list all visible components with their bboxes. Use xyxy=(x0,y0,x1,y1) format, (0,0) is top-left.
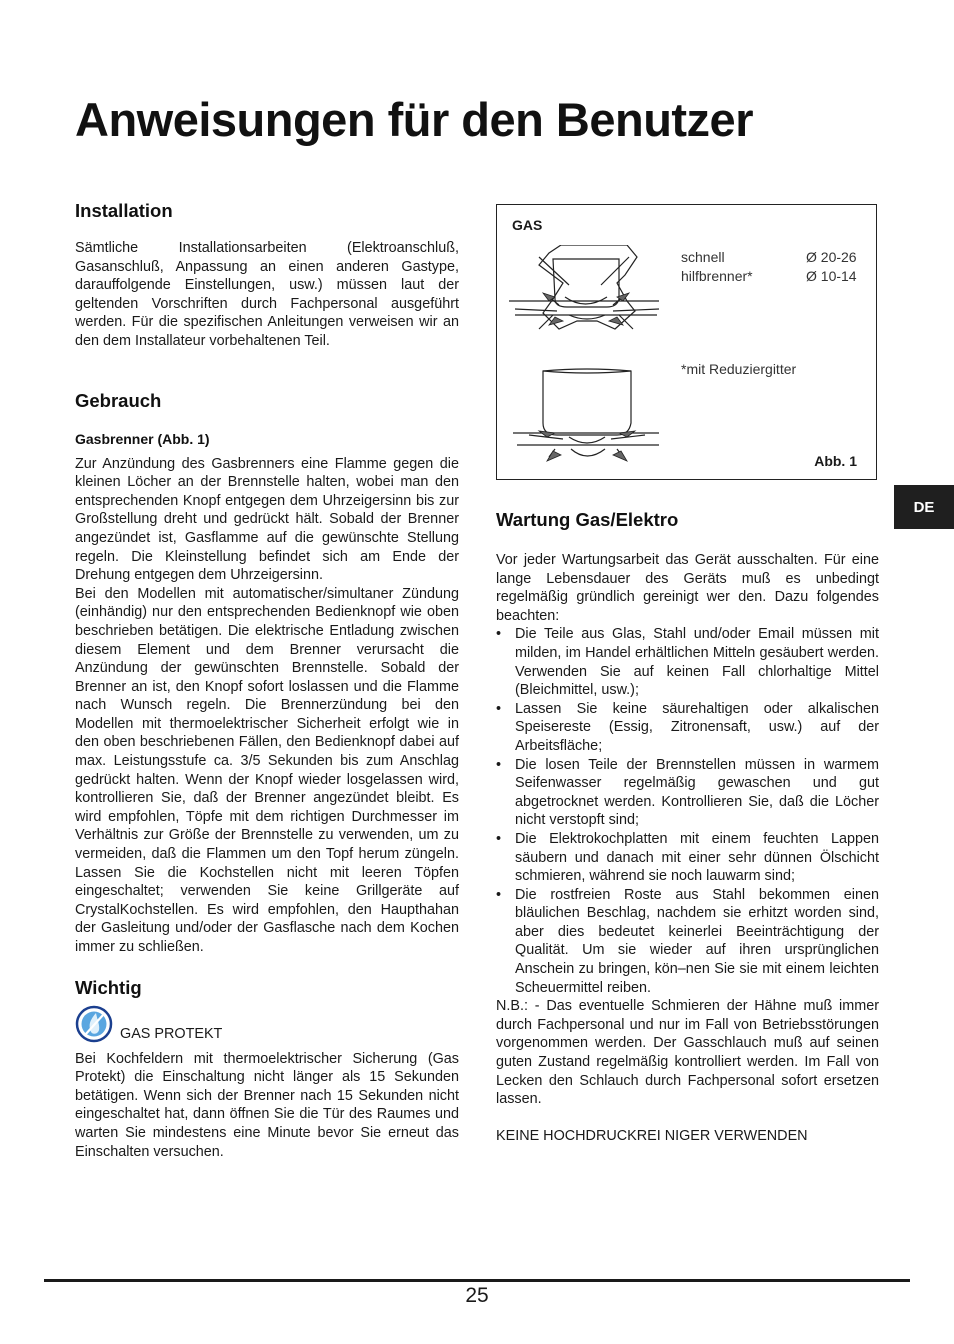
burner-drawing-reducer xyxy=(509,245,665,355)
gebrauch-section xyxy=(75,390,459,957)
list-item: • Lassen Sie keine säurehaltigen oder alkalischen Speisereste (Essig, Zitronensaft, usw.) auf der Arbeitsfläche; xyxy=(496,700,879,756)
gasbrenner-subheading: Gasbrenner (Abb. 1) xyxy=(75,430,210,447)
figure-row-name: hilfbrenner* xyxy=(681,268,753,284)
figure-row-value: Ø 20-26 xyxy=(806,249,857,265)
list-item: • Die Elektrokochplatten mit einem feuchten Lappen säubern und danach mit einer sehr dünnen Ölschicht schmieren, während sie noch lauwarm sind; xyxy=(496,830,879,886)
right-column xyxy=(496,204,879,1145)
wartung-intro: Vor jeder Wartungsarbeit das Gerät ausschalten. Für eine lange Lebensdauer des Geräts muß es unbedingt regelmäßig gründlich gereinigt wer den. Dazu folgendes beachten: xyxy=(496,552,879,624)
figure-caption: Abb. 1 xyxy=(814,453,857,469)
wartung-bullet-list xyxy=(496,625,879,997)
footer-divider xyxy=(44,1279,910,1282)
installation-section xyxy=(75,200,459,351)
figure-row-value: Ø 10-14 xyxy=(806,268,857,284)
figure-box xyxy=(496,204,877,480)
gas-protekt-icon xyxy=(75,1005,113,1043)
wichtig-text: Bei Kochfeldern mit thermoelektrischer Sicherung (Gas Protekt) die Einschaltung nicht länger als 15 Sekunden betätigen. Wenn sich der Brenner nach 15 Sekunden nicht eingeschaltet hat, dann öffnen Sie die Tür des Raumes und warten Sie mindestens eine Minute bevor Sie erneut das Einschalten versuchen. xyxy=(75,1050,459,1160)
gebrauch-text-1: Zur Anzündung des Gasbrenners eine Flamme gegen die kleinen Löcher an der Brennstelle halten, wobei man den entsprechenden Knopf entgegen dem Uhrzeigersinn bis zur Großstellung dreht und gedrückt hält. Sobald der Brenner angezündet ist, Gasflamme auf die gewünschte Stellung regeln. Die Kleinstellung befindet sich am Ende der Drehung entgegen dem Uhrzeigersinn. xyxy=(75,455,459,584)
burner-drawing-normal xyxy=(509,367,665,471)
wichtig-section xyxy=(75,977,459,1162)
gas-protekt-row xyxy=(75,1005,459,1043)
figure-row-schnell xyxy=(681,249,857,265)
list-item: • Die Teile aus Glas, Stahl und/oder Email müssen mit milden, im Handel erhältlichen Mitteln gesäubert werden. Verwenden Sie auf keinen Fall chlorhaltige Mittel (Bleichmittel, usw.); xyxy=(496,625,879,699)
language-tab: DE xyxy=(894,485,954,529)
wartung-nb: N.B.: - Das eventuelle Schmieren der Hähne muß immer durch Fachpersonal und nur im Fall von Betriebsstörungen vorgenommen werden. Der Gasschlauch muß auf seinen guten Zustand regelmäßig kontrolliert werden. Im Fall von Lecken den Schlauch durch Fachpersonal sofort ersetzen lassen. xyxy=(496,998,879,1108)
figure-row-hilfbrenner xyxy=(681,268,857,284)
installation-text: Sämtliche Installationsarbeiten (Elektroanschluß, Gasanschluß, Anpassung an einen anderen Gastype, darauffolgende Einstellungen, usw.) müssen laut der geltenden Vorschriften durch Fachpersonal ausgeführt werden. Für die spezifischen Anleitungen verweisen wir an den dem Installateur vorbehaltenen Teil. xyxy=(75,240,459,349)
page-number: 25 xyxy=(465,1284,489,1307)
left-column xyxy=(75,200,459,1161)
figure-gas-label: GAS xyxy=(512,217,543,233)
figure-note: *mit Reduziergitter xyxy=(681,361,797,377)
gebrauch-text-2: Bei den Modellen mit automatischer/simultaner Zündung (einhändig) nur den entsprechenden Bedienknopf wie oben beschrieben betätigen. Die elektrische Entladung zwischen diesem Element und dem Brenner verursacht die Anzündung der gewünschten Brennstelle. Sobald der Brenner an ist, den Knopf sofort loslassen und die Flamme nach Wunsch regeln. Die Brennerzündung bei den Modellen mit thermoelektrischer Sicherheit erfolgt wie in den oben beschriebenen Fällen, den Bedienknopf dabei auf max. Leistungsstufe ca. 3/5 Sekunden bis zum Anschlag gedrückt halten. Wenn der Knopf wieder losgelassen wird, kontrollieren Sie, daß der Brenner angezündet bleibt. Es wird empfohlen, Töpfe mit dem richtigen Durchmesser im Verhältnis zur Größe der Brennstelle zu verwenden, um zu vermeiden, daß die Flammen um den Topf herum züngeln. Lassen Sie die Kochstellen nicht mit leeren Töpfen eingeschaltet; verwenden Sie keine Grillgeräte auf CrystalKochstellen. Es wird empfohlen, den Haupthahan der Gasleitung und/oder der Gasflasche nach dem Kochen immer zu schließen. xyxy=(75,585,459,955)
figure-row-name: schnell xyxy=(681,249,725,265)
installation-heading: Installation xyxy=(75,200,173,221)
list-item: • Die rostfreien Roste aus Stahl bekommen einen bläulichen Beschlag, nachdem sie erhitzt worden sind, aber dies bedeutet keinerlei Beeinträchtigung der Qualität. Um sie wieder auf ihren ursprünglichen Anschein zu bringen, kön–nen Sie sie mit einem leichten Scheuermittel reiben. xyxy=(496,886,879,998)
gebrauch-heading: Gebrauch xyxy=(75,389,162,411)
wichtig-heading: Wichtig xyxy=(75,976,142,998)
wartung-warning: KEINE HOCHDRUCKREI NIGER VERWENDEN xyxy=(496,1127,808,1144)
gas-protekt-label: GAS PROTEKT xyxy=(120,1025,223,1042)
wartung-heading: Wartung Gas/Elektro xyxy=(496,509,679,530)
wartung-section xyxy=(496,509,879,1145)
page-title: Anweisungen für den Benutzer xyxy=(75,93,753,146)
list-item: • Die losen Teile der Brennstellen müssen in warmem Seifenwasser regelmäßig gewaschen und gut abgetrocknet werden. Kontrollieren Sie, daß die Löcher nicht verstopft sind; xyxy=(496,756,879,830)
